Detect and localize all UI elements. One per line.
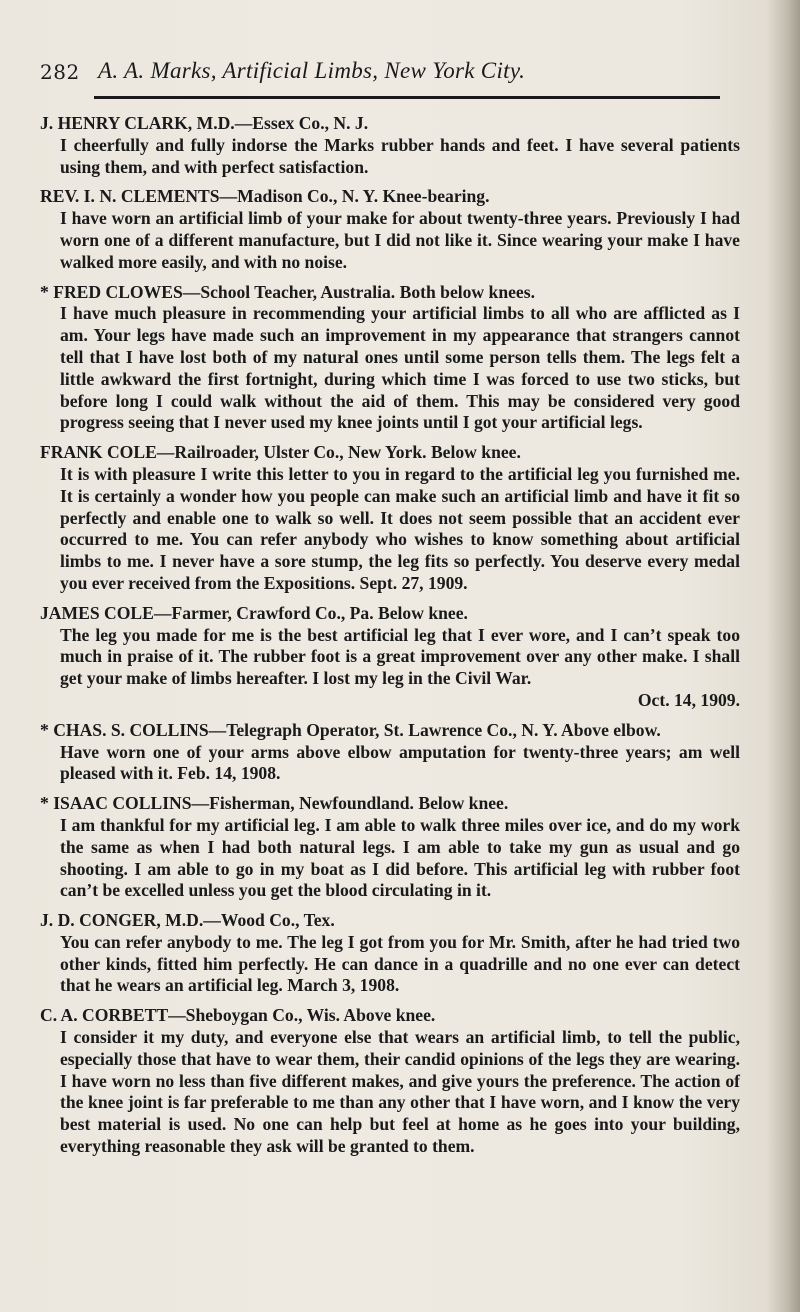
testimonial-entry bbox=[40, 603, 740, 712]
testimonial-heading: * FRED CLOWES—School Teacher, Australia. Both below knees. bbox=[40, 281, 535, 302]
testimonial-entry bbox=[40, 720, 740, 785]
testimonial-text: I am thankful for my artificial leg. I am able to walk three miles over ice, and do my work the same as when I had both natural legs. I am able to take my gun as usual and go shooting. I am able to go in my boat as I did before. This artificial leg with rubber foot can’t be excelled unless you get the blood circulating in it. bbox=[60, 814, 740, 901]
testimonial-heading: FRANK COLE—Railroader, Ulster Co., New York. Below knee. bbox=[40, 442, 521, 463]
testimonial-heading: * CHAS. S. COLLINS—Telegraph Operator, St. Lawrence Co., N. Y. Above elbow. bbox=[40, 719, 661, 740]
running-title: A. A. Marks, Artificial Limbs, New York City. bbox=[98, 58, 526, 83]
testimonial-text: I have worn an artificial limb of your make for about twenty-three years. Previously I had worn one of a different manufacture, but I did not like it. Since wearing your make I have walked more easily, and with no noise. bbox=[60, 208, 740, 272]
testimonial-entry bbox=[40, 442, 740, 595]
testimonial-entry bbox=[40, 282, 740, 435]
testimonial-heading: C. A. CORBETT—Sheboygan Co., Wis. Above knee. bbox=[40, 1005, 436, 1026]
scan-edge-shadow bbox=[766, 0, 800, 1312]
testimonial-date: Oct. 14, 1909. bbox=[637, 689, 740, 710]
header-rule bbox=[94, 96, 720, 99]
testimonial-text: I have much pleasure in recommending your artificial limbs to all who are afflicted as I am. Your legs have made such an improvement in my appearance that strangers cannot tell that I have lost both of my natural ones until some person tells them. The legs felt a little awkward the first fortnight, during which time I was forced to use two sticks, but before long I could walk without the aid of them. This may be considered very good progress seeing that I never used my knee joints until I got your artificial legs. bbox=[60, 303, 740, 433]
testimonial-heading: REV. I. N. CLEMENTS—Madison Co., N. Y. Knee-bearing. bbox=[40, 186, 490, 207]
page-header bbox=[40, 58, 740, 92]
testimonial-entry bbox=[40, 113, 740, 178]
testimonial-entry bbox=[40, 186, 740, 273]
testimonial-text: Have worn one of your arms above elbow amputation for twenty-three years; am well pleased with it. Feb. 14, 1908. bbox=[60, 741, 740, 784]
testimonial-text: I consider it my duty, and everyone else that wears an artificial limb, to tell the public, especially those that have to wear them, their candid opinions of the legs they are wearing. I have worn no less than five different makes, and give yours the preference. The action of the knee joint is far preferable to me than any other that I have worn, and I know the very best material is used. No one can help but feel at home as he goes into your building, everything reasonable they ask will be granted to them. bbox=[60, 1027, 740, 1157]
testimonial-text: You can refer anybody to me. The leg I got from you for Mr. Smith, after he had tried two other kinds, fitted him perfectly. He can dance in a quadrille and no one ever can detect that he wears an artificial leg. March 3, 1908. bbox=[60, 931, 740, 996]
page-number: 282 bbox=[40, 60, 80, 84]
testimonial-entry bbox=[40, 1005, 740, 1158]
testimonial-heading: J. HENRY CLARK, M.D.—Essex Co., N. J. bbox=[40, 113, 369, 133]
testimonial-entry bbox=[40, 793, 740, 902]
testimonial-heading: * ISAAC COLLINS—Fisherman, Newfoundland. Below knee. bbox=[40, 793, 509, 814]
testimonial-text: The leg you made for me is the best artificial leg that I ever wore, and I can’t speak too much in praise of it. The rubber foot is a great improvement over any other make. I shall get your make of limbs hereafter. I lost my leg in the Civil War. bbox=[60, 624, 740, 689]
testimonial-heading: JAMES COLE—Farmer, Crawford Co., Pa. Below knee. bbox=[40, 602, 468, 623]
testimonial-text: It is with pleasure I write this letter to you in regard to the artificial leg you furnished me. It is certainly a wonder how you people can make such an artificial limb and have it fit so perfectly and enable one to walk so well. It does not seem possible that an accident ever occurred to me. You can refer anybody who wishes to know something about artificial limbs to me. I never have a sore stump, the leg fits so perfectly. You deserve every medal you ever received from the Expositions. Sept. 27, 1909. bbox=[60, 463, 740, 593]
testimonial-heading: J. D. CONGER, M.D.—Wood Co., Tex. bbox=[40, 910, 335, 931]
testimonial-text: I cheerfully and fully indorse the Marks rubber hands and feet. I have several patients using them, and with perfect satisfaction. bbox=[60, 134, 740, 177]
testimonial-entry bbox=[40, 910, 740, 997]
testimonials bbox=[40, 113, 740, 1158]
